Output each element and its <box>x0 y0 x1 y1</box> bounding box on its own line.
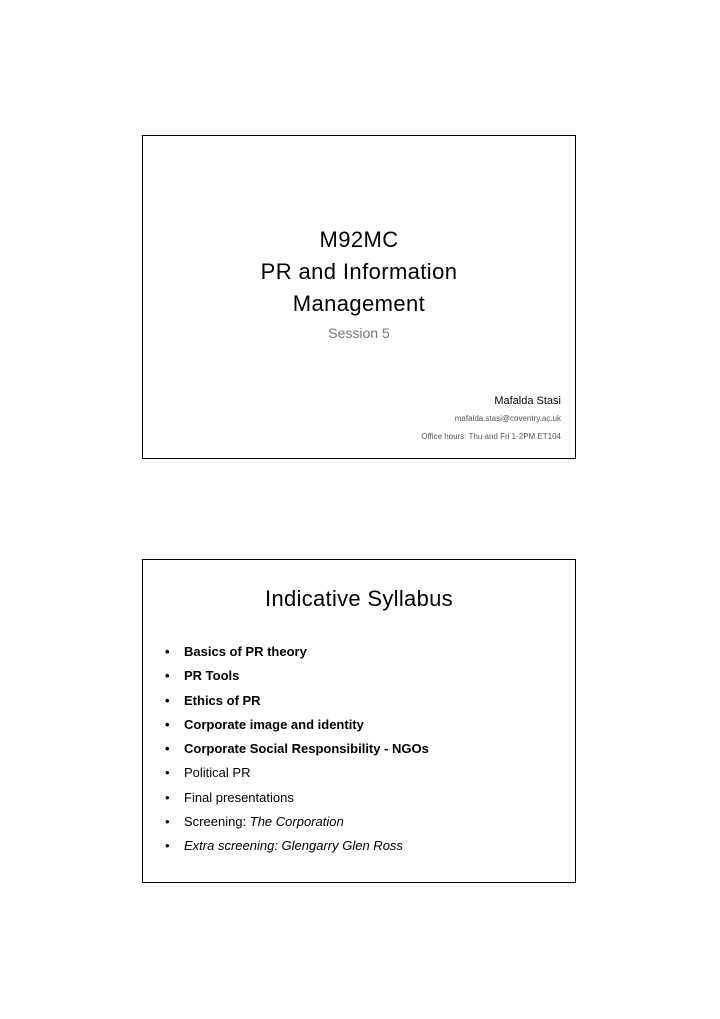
list-item: • Extra screening: Glengarry Glen Ross <box>165 834 429 858</box>
list-item: • Political PR <box>165 761 429 785</box>
bullet-icon: • <box>165 838 170 854</box>
bullet-icon: • <box>165 765 170 781</box>
bullet-icon: • <box>165 814 170 830</box>
syllabus-list <box>165 640 429 859</box>
course-code: M92MC <box>319 227 399 252</box>
title-block <box>143 224 575 341</box>
slide-title: Indicative Syllabus <box>265 586 453 611</box>
film-title: The Corporation <box>249 814 344 830</box>
list-item: • Final presentations <box>165 786 429 810</box>
author-email: mafalda.stasi@coventry.ac.uk <box>454 414 561 423</box>
author-block <box>421 392 561 446</box>
author-name: Mafalda Stasi <box>494 395 561 407</box>
bullet-icon: • <box>165 789 170 805</box>
course-title-line-2: Management <box>292 291 426 316</box>
list-item: • Basics of PR theory <box>165 640 429 664</box>
bullet-icon: • <box>165 716 170 732</box>
list-item: • Screening: The Corporation <box>165 810 429 834</box>
list-item: • Corporate image and identity <box>165 713 429 737</box>
bullet-icon: • <box>165 741 170 757</box>
session-label: Session 5 <box>328 325 390 341</box>
list-item: • Ethics of PR <box>165 689 429 713</box>
bullet-icon: • <box>165 644 170 659</box>
bullet-icon: • <box>165 692 170 708</box>
course-title-line-1: PR and Information <box>260 259 458 284</box>
slide-2 <box>142 559 576 883</box>
office-hours: Office hours: Thu and Fri 1-2PM ET104 <box>421 432 561 441</box>
list-item: • Corporate Social Responsibility - NGOs <box>165 737 429 761</box>
list-item: • PR Tools <box>165 664 429 688</box>
slide-1 <box>142 135 576 459</box>
bullet-icon: • <box>165 668 170 684</box>
